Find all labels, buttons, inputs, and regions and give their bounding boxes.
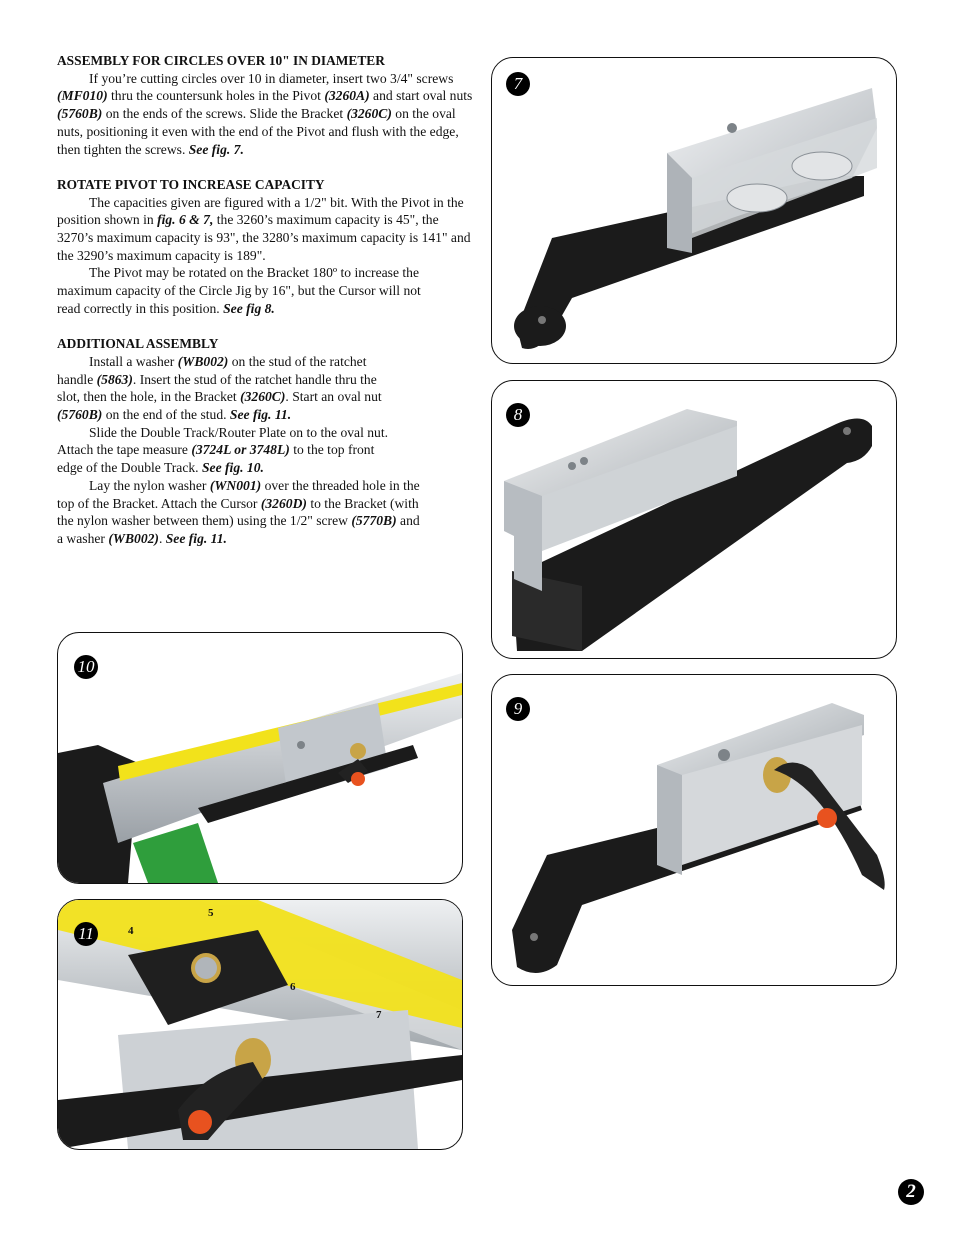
part-number: (3260D) — [260, 495, 307, 511]
text-run: If you’re cutting circles over 10 in diameter, insert two 3/4" screws — [89, 70, 454, 86]
heading-circles-over-10: ASSEMBLY FOR CIRCLES OVER 10" IN DIAMETER — [57, 53, 385, 68]
tape-number-4: 4 — [128, 925, 134, 937]
part-number: (5760B) — [57, 106, 103, 122]
figure-7-pivot-bracket-photo — [491, 57, 897, 364]
text-run: . Start an oval nut — [285, 389, 382, 405]
text-run: on the end of the stud. — [102, 407, 230, 423]
text-run: the 3260’s maximum capacity is 45", the 3270’s maximum capacity is 93", the 3280’s maximum capacity is 141" and the 3290’s maximum capacity is 189". — [57, 212, 471, 263]
figure-8-rotated-pivot-photo — [491, 380, 897, 659]
text-run: The capacities given are figured with a 1/2" bit. With the Pivot in the position shown in — [57, 194, 464, 228]
paragraph-capacity — [57, 194, 477, 265]
part-number: (WB002) — [177, 353, 229, 369]
heading-rotate-pivot: ROTATE PIVOT TO INCREASE CAPACITY — [57, 176, 325, 192]
text-run: Install a washer — [89, 353, 178, 369]
part-number: (5760B) — [57, 407, 103, 423]
figure-9-badge: 9 — [506, 697, 530, 721]
text-run: and start oval nuts — [369, 88, 473, 104]
text-run: over the threaded hole in the top of the Bracket. Attach the Cursor — [57, 477, 420, 511]
figure-10-double-track-photo — [57, 632, 463, 884]
text-run: Lay the nylon washer — [89, 477, 210, 493]
figure-11-cursor-closeup-photo — [57, 899, 463, 1150]
text-run: to the top front edge of the Double Track. — [57, 442, 375, 476]
text-run: on the oval nuts, positioning it even with the end of the Pivot and flush with the edge, then tighten the screws. — [57, 106, 459, 157]
figure-9-ratchet-handle-photo — [491, 674, 897, 986]
heading-additional-assembly: ADDITIONAL ASSEMBLY — [57, 336, 219, 352]
part-number: (WN001) — [209, 477, 262, 493]
figure-reference: See fig. 11. — [229, 407, 292, 423]
text-run: . — [158, 530, 166, 546]
figure-8-badge: 8 — [506, 403, 530, 427]
figure-10-badge: 10 — [74, 655, 98, 679]
part-number: (5863) — [96, 371, 133, 387]
tape-number-7: 7 — [376, 1009, 382, 1021]
page-number-badge: 2 — [898, 1179, 924, 1205]
paragraph-track — [57, 424, 402, 477]
paragraph-washer — [57, 353, 402, 424]
part-number: (WB002) — [108, 530, 159, 546]
paragraph-cursor — [57, 477, 425, 548]
figure-7-illustration — [492, 58, 896, 363]
figure-11-badge: 11 — [74, 922, 98, 946]
figure-reference: fig. 6 & 7, — [157, 212, 214, 228]
figure-reference: See fig. 11. — [165, 530, 227, 546]
tape-number-5: 5 — [208, 907, 214, 919]
paragraph-rotate — [57, 264, 437, 317]
figure-reference: See fig. 7. — [188, 141, 244, 157]
text-run: and a washer — [57, 513, 420, 546]
part-number: (3260C) — [240, 389, 286, 405]
figure-10-illustration — [58, 633, 462, 883]
figure-9-illustration — [492, 675, 896, 985]
text-run: The Pivot may be rotated on the Bracket 180º to increase the maximum capacity of the Circle Jig by 16", but the Cursor will not read correctly in this position. — [57, 265, 421, 316]
text-run: on the ends of the screws. Slide the Bracket — [102, 106, 347, 122]
part-number: (3260C) — [346, 106, 392, 122]
part-number: (MF010) — [57, 88, 108, 104]
text-run: to the Bracket (with the nylon washer between them) using the 1/2" screw — [57, 495, 419, 529]
instructions-column — [57, 52, 477, 548]
tape-number-6: 6 — [290, 981, 296, 993]
spacer — [57, 318, 477, 336]
paragraph-circles — [57, 70, 477, 159]
figure-11-illustration — [58, 900, 462, 1149]
spacer — [57, 158, 477, 176]
text-run: thru the countersunk holes in the Pivot — [107, 88, 325, 104]
figure-7-badge: 7 — [506, 72, 530, 96]
part-number: (3260A) — [324, 88, 370, 104]
figure-8-illustration — [492, 381, 896, 658]
figure-reference: See fig. 10. — [201, 460, 264, 476]
part-number: (5770B) — [351, 513, 397, 529]
figure-reference: See fig 8. — [223, 300, 275, 316]
text-run: Slide the Double Track/Router Plate on to the oval nut. Attach the tape measure — [57, 424, 389, 458]
text-run: . Insert the stud of the ratchet handle thru the slot, then the hole, in the Bracket — [57, 371, 377, 405]
text-run: on the stud of the ratchet handle — [57, 353, 367, 387]
part-number: (3724L or 3748L) — [191, 442, 290, 458]
